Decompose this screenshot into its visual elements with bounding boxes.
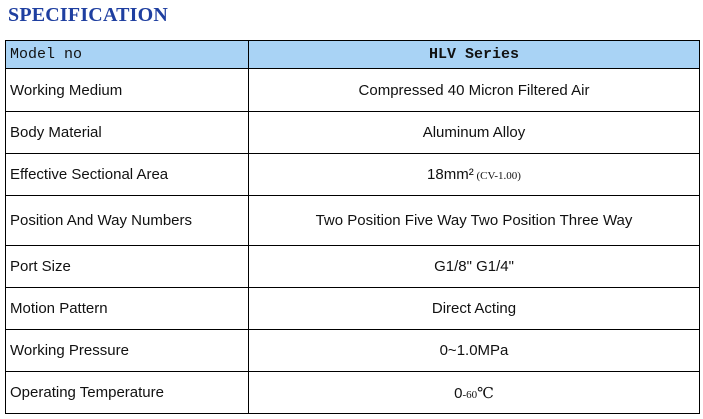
- table-row: [6, 154, 700, 196]
- table-row: [6, 330, 700, 372]
- row-label: Port Size: [6, 246, 249, 288]
- header-value: HLV Series: [249, 41, 700, 69]
- table-row: [6, 246, 700, 288]
- table-row: [6, 112, 700, 154]
- table-row: [6, 69, 700, 112]
- row-label: Body Material: [6, 112, 249, 154]
- table-header-row: [6, 41, 700, 69]
- row-value: Aluminum Alloy: [249, 112, 700, 154]
- row-value: G1/8" G1/4": [249, 246, 700, 288]
- row-value: Two Position Five Way Two Position Three Way: [249, 196, 700, 246]
- page-title: SPECIFICATION: [8, 4, 169, 26]
- row-value: [249, 154, 700, 196]
- table-row: [6, 196, 700, 246]
- row-label: Effective Sectional Area: [6, 154, 249, 196]
- table-row: [6, 372, 700, 414]
- row-label: Position And Way Numbers: [6, 196, 249, 246]
- row-label: Working Medium: [6, 69, 249, 112]
- specification-table: [5, 40, 700, 414]
- row-label: Working Pressure: [6, 330, 249, 372]
- row-label: Motion Pattern: [6, 288, 249, 330]
- row-value: 0~1.0MPa: [249, 330, 700, 372]
- row-value: Direct Acting: [249, 288, 700, 330]
- temp-min: 0: [454, 384, 463, 402]
- temp-max: -60: [462, 388, 478, 401]
- row-label: Operating Temperature: [6, 372, 249, 414]
- area-value: 18mm²: [427, 166, 474, 183]
- header-label: Model no: [6, 41, 249, 69]
- area-cv-note: (CV-1.00): [473, 170, 521, 182]
- table-row: [6, 288, 700, 330]
- temp-unit: ℃: [477, 383, 494, 402]
- row-value: Compressed 40 Micron Filtered Air: [249, 69, 700, 112]
- row-value: [249, 372, 700, 414]
